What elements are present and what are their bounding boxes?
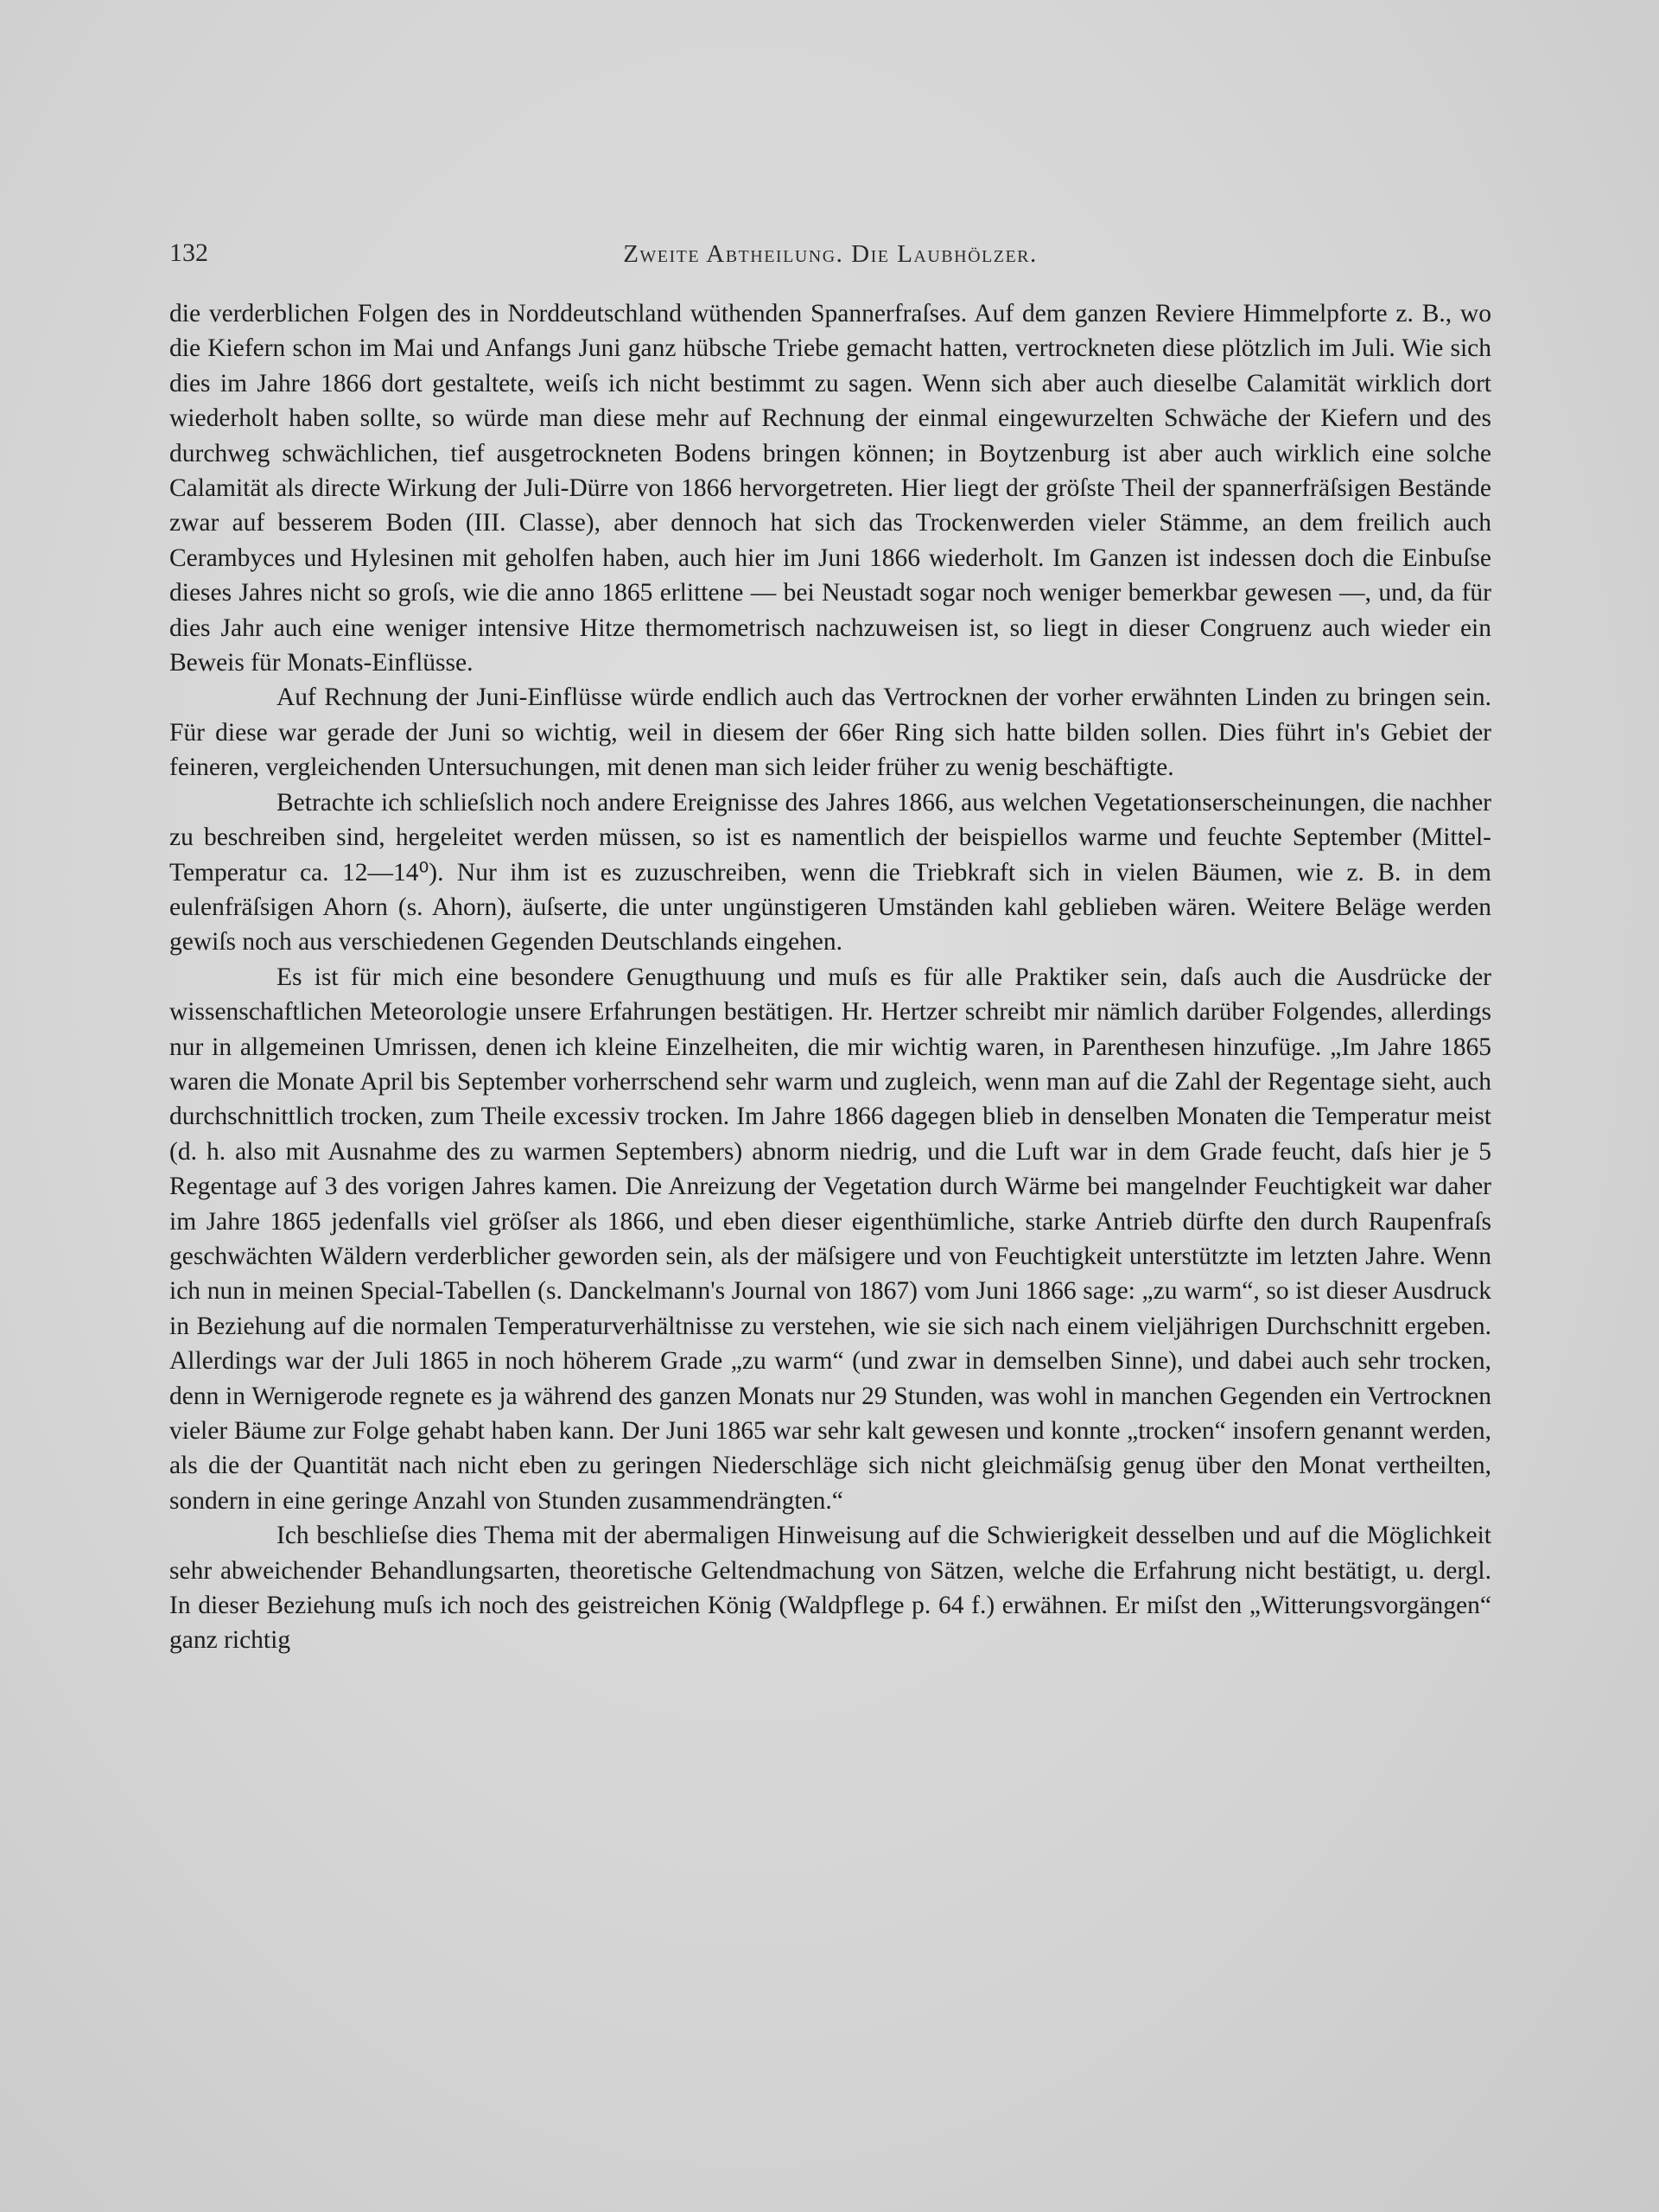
paragraph: Es ist für mich eine besondere Genugthuung und muſs es für alle Praktiker sein, daſs auch die Ausdrücke der wissenschaftlichen Meteorologie unsere Erfahrungen bestätigen. Hr. Hertzer schreibt mir nämlich darüber Folgendes, allerdings nur in allgemeinen Umrissen, denen ich kleine Einzelheiten, die mir wichtig waren, in Parenthesen hinzufüge. „Im Jahre 1865 waren die Monate April bis September vorherrschend sehr warm und zugleich, wenn man auf die Zahl der Regentage sieht, auch durchschnittlich trocken, zum Theile excessiv trocken. Im Jahre 1866 dagegen blieb in denselben Monaten die Temperatur meist (d. h. also mit Ausnahme des zu warmen Septembers) abnorm niedrig, und die Luft war in dem Grade feucht, daſs hier je 5 Regentage auf 3 des vorigen Jahres kamen. Die Anreizung der Vegetation durch Wärme bei mangelnder Feuchtigkeit war daher im Jahre 1865 jedenfalls viel gröſser als 1866, und eben dieser eigenthümliche, starke Antrieb dürfte den durch Raupenfraſs geschwächten Wäldern verderblicher geworden sein, als der mäſsigere und von Feuchtigkeit unterstützte im letzten Jahre. Wenn ich nun in meinen Special-Tabellen (s. Danckelmann's Journal von 1867) vom Juni 1866 sage: „zu warm“, so ist dieser Ausdruck in Beziehung auf die normalen Temperaturverhältnisse zu verstehen, wie sie sich nach einem vieljährigen Durchschnitt ergeben. Allerdings war der Juli 1865 in noch höherem Grade „zu warm“ (und zwar in demselben Sinne), und dabei auch sehr trocken, denn in Wernigerode regnete es ja während des ganzen Monats nur 29 Stunden, was wohl in manchen Gegenden ein Vertrocknen vieler Bäume zur Folge gehabt haben kann. Der Juni 1865 war sehr kalt gewesen und konnte „trocken“ insofern genannt werden, als die der Quantität nach nicht eben zu geringen Niederschläge sich nicht gleichmäſsig genug über den Monat vertheilten, sondern in eine geringe Anzahl von Stunden zusammendrängten.“ <box>169 963 1491 1515</box>
paragraph: die verderblichen Folgen des in Norddeutschland wüthenden Spannerfraſses. Auf dem ganzen Reviere Himmelpforte z. B., wo die Kiefern schon im Mai und Anfangs Juni ganz hübsche Triebe gemacht hatten, vertrockneten diese plötzlich im Juli. Wie sich dies im Jahre 1866 dort gestaltete, weiſs ich nicht bestimmt zu sagen. Wenn sich aber auch dieselbe Calamität wirklich dort wiederholt haben sollte, so würde man diese mehr auf Rechnung der einmal eingewurzelten Schwäche der Kiefern und des durchweg schwächlichen, tief ausgetrockneten Bodens bringen können; in Boytzenburg ist aber auch wirklich eine solche Calamität als directe Wirkung der Juli-Dürre von 1866 hervorgetreten. Hier liegt der gröſste Theil der spannerfräſsigen Bestände zwar auf besserem Boden (III. Classe), aber dennoch hat sich das Trockenwerden vieler Stämme, an dem freilich auch Cerambyces und Hylesinen mit geholfen haben, auch hier im Juni 1866 wiederholt. Im Ganzen ist indessen doch die Einbuſse dieses Jahres nicht so groſs, wie die anno 1865 erlittene — bei Neustadt sogar noch weniger bemerkbar gewesen —, und, da für dies Jahr auch eine weniger intensive Hitze thermometrisch nachzuweisen ist, so liegt in dieser Congruenz auch wieder ein Beweis für Monats-Einflüsse. <box>169 300 1491 677</box>
running-title: Zweite Abtheilung. Die Laubhölzer. <box>623 240 1038 268</box>
paragraph: Ich beschlieſse dies Thema mit der abermaligen Hinweisung auf die Schwierigkeit desselben und auf die Möglichkeit sehr abweichender Behandlungsarten, theoretische Geltendmachung von Sätzen, welche die Erfahrung nicht bestätigt, u. dergl. In dieser Beziehung muſs ich noch des geistreichen König (Waldpflege p. 64 f.) erwähnen. Er miſst den „Witterungsvorgängen“ ganz richtig <box>169 1522 1491 1655</box>
running-head <box>169 238 1491 276</box>
page-number: 132 <box>169 238 208 267</box>
paragraph: Betrachte ich schlieſslich noch andere Ereignisse des Jahres 1866, aus welchen Vegetationserscheinungen, die nachher zu beschreiben sind, hergeleitet werden müssen, so ist es namentlich der beispiellos warme und feuchte September (Mittel-Temperatur ca. 12—14⁰). Nur ihm ist es zuzuschreiben, wenn die Triebkraft sich in vielen Bäumen, wie z. B. in dem eulenfräſsigen Ahorn (s. Ahorn), äuſserte, die unter ungünstigeren Umständen kahl geblieben wären. Weitere Beläge werden gewiſs noch aus verschiedenen Gegenden Deutschlands eingehen. <box>169 788 1491 957</box>
body-text <box>169 296 1491 1658</box>
paragraph: Auf Rechnung der Juni-Einflüsse würde endlich auch das Vertrocknen der vorher erwähnten Linden zu bringen sein. Für diese war gerade der Juni so wichtig, weil in diesem der 66er Ring sich hatte bilden sollen. Dies führt in's Gebiet der feineren, vergleichenden Untersuchungen, mit denen man sich leider früher zu wenig beschäftigte. <box>169 683 1491 782</box>
